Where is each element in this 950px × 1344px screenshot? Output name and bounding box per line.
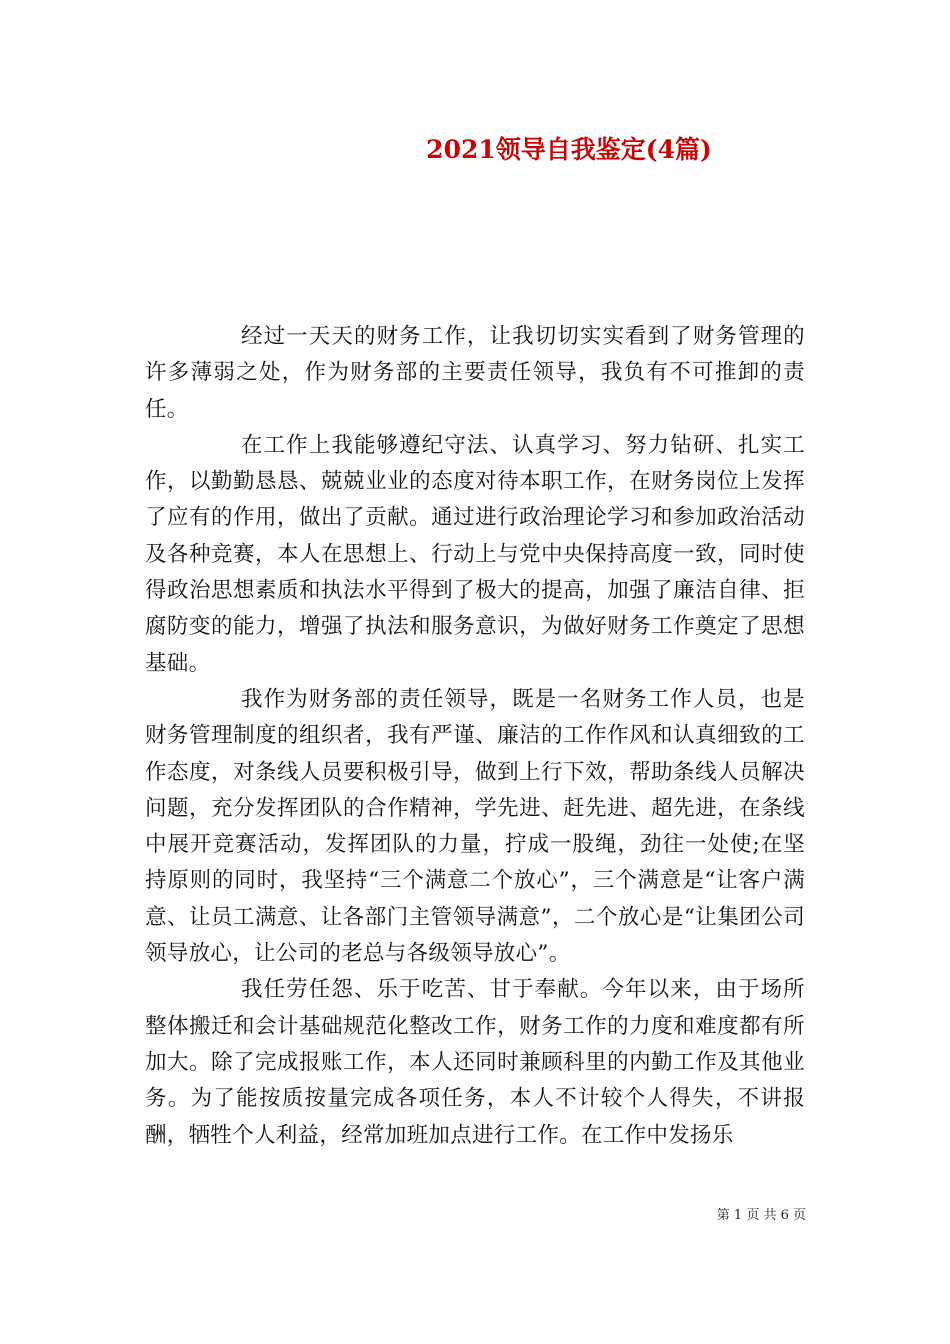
- paragraph-3: 我作为财务部的责任领导，既是一名财务工作人员，也是财务管理制度的组织者，我有严谨、廉洁的工作作风和认真细致的工作态度，对条线人员要积极引导，做到上行下效，帮助条线人员解决问题，充分发挥团队的合作精神，学先进、赶先进、超先进，在条线中展开竞赛活动，发挥团队的力量，拧成一股绳，劲往一处使;在坚持原则的同时，我坚持“三个满意二个放心”，三个满意是“让客户满意、让员工满意、让各部门主管领导满意”，二个放心是“让集团公司领导放心，让公司的老总与各级领导放心”。: [145, 686, 805, 967]
- paragraph-4: 我任劳任怨、乐于吃苦、甘于奉献。今年以来，由于场所整体搬迁和会计基础规范化整改工作，财务工作的力度和难度都有所加大。除了完成报账工作，本人还同时兼顾科里的内勤工作及其他业务。为了能按质按量完成各项任务，本人不计较个人得失，不讲报酬，牺牲个人利益，经常加班加点进行工作。在工作中发扬乐: [145, 977, 805, 1148]
- page-number-label: 第 1 页 共 6 页: [716, 1208, 806, 1223]
- document-body: [145, 319, 805, 1154]
- paragraph-1: 经过一天天的财务工作，让我切切实实看到了财务管理的许多薄弱之处，作为财务部的主要责任领导，我负有不可推卸的责任。: [145, 324, 805, 422]
- document-title-wrapper: [0, 133, 950, 167]
- paragraph-2: 在工作上我能够遵纪守法、认真学习、努力钻研、扎实工作，以勤勤恳恳、兢兢业业的态度对待本职工作，在财务岗位上发挥了应有的作用，做出了贡献。通过进行政治理论学习和参加政治活动及各种竞赛，本人在思想上、行动上与党中央保持高度一致，同时使得政治思想素质和执法水平得到了极大的提高，加强了廉洁自律、拒腐防变的能力，增强了执法和服务意识，为做好财务工作奠定了思想基础。: [145, 432, 805, 676]
- page-footer: [717, 1207, 806, 1225]
- document-title: 2021领导自我鉴定(4篇): [426, 135, 712, 164]
